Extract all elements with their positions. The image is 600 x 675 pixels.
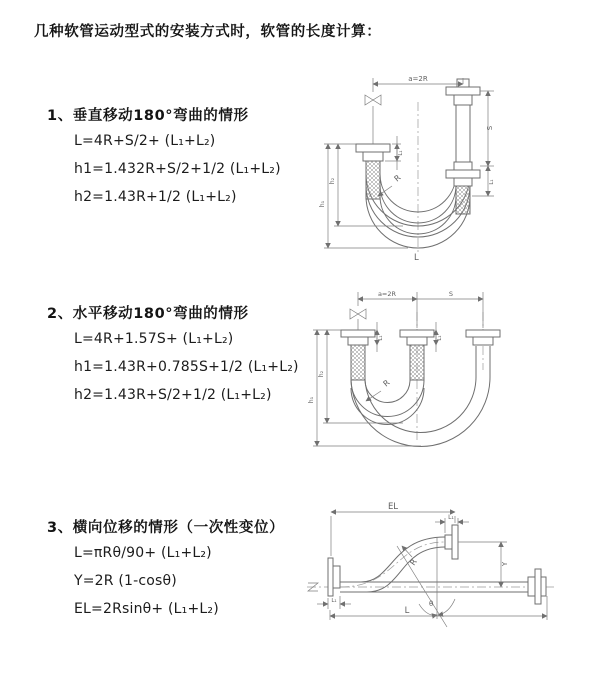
diagram-lateral-displacement: [295, 500, 600, 650]
dim-label-S: S: [448, 290, 454, 298]
diagram-horizontal-movement-180: [303, 282, 595, 467]
section-1-heading: 1、垂直移动180°弯曲的情形: [47, 108, 249, 124]
dim-label-h1: h₁: [319, 200, 326, 208]
right-flange-assembly: [466, 330, 500, 345]
section-2-formula-h1: h1=1.43R+0.785S+1/2 (L₁+L₂): [74, 359, 299, 375]
dimension-L1-left: [377, 322, 384, 352]
section-3-heading: 3、横向位移的情形（一次性变位）: [47, 520, 285, 536]
dim-label-h1: h₁: [308, 396, 315, 404]
section-2-formula-h2: h2=1.43R+S/2+1/2 (L₁+L₂): [74, 387, 272, 403]
left-flange-assembly: [341, 330, 375, 380]
dim-label-L: L: [404, 606, 410, 616]
dim-label-L1: L₁: [437, 335, 443, 341]
braided-hose-section: [456, 186, 470, 214]
upper-flange-assembly: [445, 525, 458, 559]
dim-label-L1: L₁: [398, 150, 404, 156]
braided-hose-section: [366, 161, 380, 199]
dimension-S: [480, 91, 494, 166]
braided-hose-section: [351, 345, 365, 380]
dim-label-L1: L₁: [448, 514, 454, 521]
dim-label-L1: L₁: [331, 598, 337, 604]
displaced-hose: [340, 537, 445, 592]
section-1-formula-h2: h2=1.43R+1/2 (L₁+L₂): [74, 189, 237, 205]
section-1-formula-h1: h1=1.432R+S/2+1/2 (L₁+L₂): [74, 161, 281, 177]
section-2-formula-L: L=4R+1.57S+ (L₁+L₂): [74, 331, 234, 347]
right-flange-assembly: [528, 569, 546, 604]
section-2-heading: 2、水平移动180°弯曲的情形: [47, 306, 249, 322]
dim-label-h2: h₂: [318, 370, 325, 378]
dim-label-L1: L₁: [489, 179, 495, 185]
label-L: L: [414, 253, 419, 263]
label-theta: θ: [429, 600, 434, 608]
dim-label-Y: Y: [501, 561, 509, 567]
section-3-formula-EL: EL=2Rsinθ+ (L₁+L₂): [74, 601, 219, 617]
dim-label-a2R: a=2R: [377, 290, 397, 298]
section-1-formula-L: L=4R+S/2+ (L₁+L₂): [74, 133, 216, 149]
dim-label-S: S: [486, 125, 494, 131]
dimension-L: [330, 596, 547, 620]
dim-label-L1: L₁: [378, 335, 384, 341]
label-R: R: [392, 173, 403, 184]
label-R: R: [381, 378, 392, 389]
braided-hose-section: [410, 345, 424, 380]
dimension-a2R: [358, 290, 417, 328]
left-flange-assembly: [328, 558, 340, 596]
dimension-L1-middle: [436, 322, 443, 352]
dimension-S: [417, 290, 483, 328]
middle-flange-assembly: [400, 330, 434, 380]
diagram-vertical-movement-180: [308, 66, 593, 266]
section-3-formula-L: L=πRθ/90+ (L₁+L₂): [74, 545, 212, 561]
label-R: R: [408, 557, 419, 568]
dim-label-a2R: a=2R: [408, 75, 428, 83]
dimension-L1-bottom: [317, 596, 351, 609]
radius-pointer: [366, 378, 392, 401]
section-3-formula-Y: Y=2R (1-cosθ): [74, 573, 177, 589]
dimension-L1-left: [385, 136, 404, 170]
dim-label-h2: h₂: [329, 177, 336, 185]
valve-icon: [350, 309, 366, 330]
dimension-Y: [458, 542, 509, 587]
page-title: 几种软管运动型式的安装方式时，软管的长度计算：: [34, 24, 382, 40]
dim-label-EL: EL: [387, 502, 399, 512]
valve-icon: [365, 95, 381, 144]
